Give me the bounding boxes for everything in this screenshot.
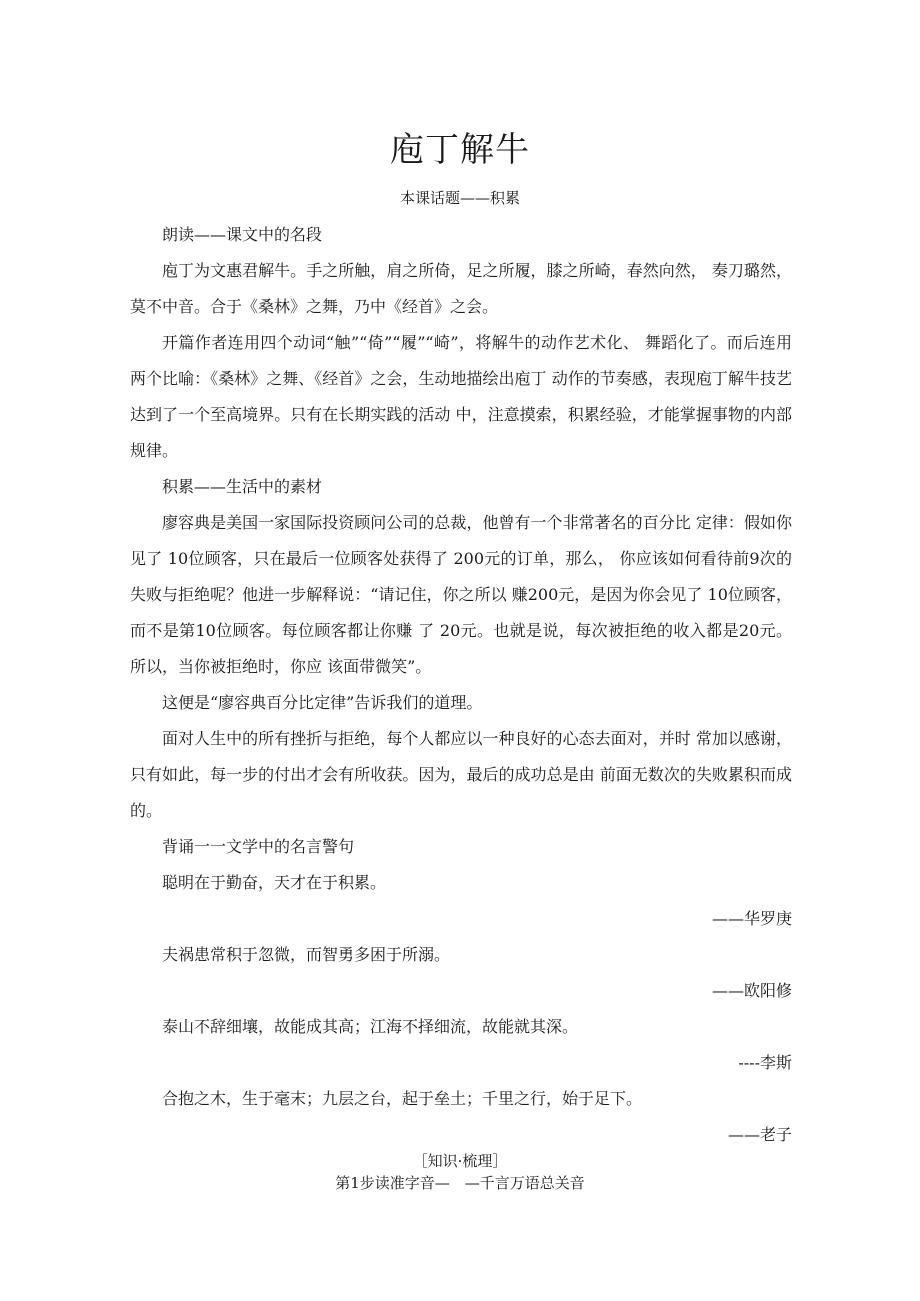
page-title: 庖丁解牛: [390, 130, 530, 170]
passage-paragraph: 庖丁为文惠君解牛。手之所触，肩之所倚，足之所履，膝之所崎，春然向然， 奏刀璐然，莫不中音。合于《桑林》之舞，乃中《经首》之会。: [130, 261, 792, 316]
page-subtitle: 本课话题——积累: [399, 189, 520, 207]
section-heading-quotes: 背诵一一文学中的名言警句: [162, 837, 355, 856]
body-text: [130, 217, 792, 1153]
analysis-paragraph: 开篇作者连用四个动词“触”“倚”“履”“崎”，将解牛的动作艺术化、 舞蹈化了。而后连用两个比喻：《桑林》之舞、《经首》之会，生动地描绘出庖丁 动作的节奏感，表现庖丁解牛技艺达到了一个至高境界。只有在长期实践的活动 中，注意摸索，积累经验，才能掌握事物的内部规律。: [130, 333, 792, 460]
quote-text: 泰山不辞细壤，故能成其高；江海不择细流，故能就其深。: [162, 1017, 579, 1036]
quote-text: 聪明在于勤奋，天才在于积累。: [162, 873, 387, 892]
material-paragraph: 廖容典是美国一家国际投资顾问公司的总裁，他曾有一个非常著名的百分比 定律：假如你见了 10位顾客，只在最后一位顾客处获得了 200元的订单，那么， 你应该如何看待前9次的失败与拒绝呢？他进一步解释说：“请记住，你之所以 赚200元，是因为你会见了 10位顾客，而不是第10位顾客。每位顾客都让你赚 了 20元。也就是说，每次被拒绝的收入都是20元。所以，当你被拒绝时，你应 该面带微笑”。: [130, 513, 792, 676]
material-conclusion: 这便是“廖容典百分比定律”告诉我们的道理。: [162, 693, 483, 712]
quote-text: 合抱之木，生于毫末；九层之台，起于垒土；千里之行，始于足下。: [162, 1089, 643, 1108]
section-heading-material: 积累——生活中的素材: [162, 477, 323, 496]
quote-text: 夫祸患常积于忽微，而智勇多困于所溺。: [162, 945, 451, 964]
section-heading-reading: 朗读——课文中的名段: [162, 225, 323, 244]
quote-author: ——欧阳修: [711, 981, 792, 1000]
quote-author: ——老子: [727, 1125, 792, 1144]
quote-author: ——华罗庚: [711, 909, 792, 928]
footer-knowledge-label: ［知识·梳理］: [412, 1152, 508, 1170]
footer-step-title: 第1步读准字音— —千言万语总关音: [335, 1174, 585, 1192]
quote-author: ----李斯: [738, 1053, 792, 1072]
material-reflection: 面对人生中的所有挫折与拒绝，每个人都应以一种良好的心态去面对，并时 常加以感谢，只有如此，每一步的付出才会有所收获。因为，最后的成功总是由 前面无数次的失败累积而成的。: [130, 729, 792, 820]
